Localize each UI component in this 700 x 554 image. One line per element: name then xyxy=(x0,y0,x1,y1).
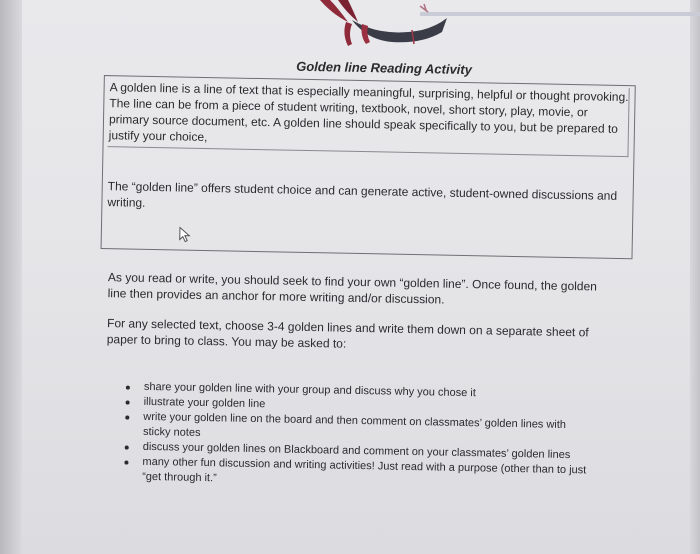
bullet-icon xyxy=(124,461,128,465)
bullet-icon xyxy=(126,386,130,390)
list-item-text: discuss your golden lines on Blackboard and comment on your classmates’ golden lines xyxy=(142,440,571,462)
mouse-pointer-icon xyxy=(178,226,194,242)
list-item-text: illustrate your golden line xyxy=(143,395,266,411)
bullet-icon xyxy=(125,416,129,420)
page-title: Golden line Reading Activity xyxy=(296,58,473,78)
list-item-text: write your golden line on the board and then comment on classmates’ golden lines with sticky notes xyxy=(142,410,567,439)
list-item-text: many other fun discussion and writing activities! Just read with a purpose (other than to just “get through it.” xyxy=(142,455,587,485)
instructions-paragraph: For any selected text, choose 3-4 golden lines and write them down on a separate sheet of paper to bring to class. You may be asked to: xyxy=(106,316,589,351)
choice-paragraph: The “golden line” offers student choice and can generate active, student-owned discussions and writing. xyxy=(107,179,618,210)
intro-paragraph: A golden line is a line of text that is especially meaningful, surprising, helpful or thought provoking. The line can be from a piece of student writing, textbook, novel, short story, play, movie, or primary source document, etc. A golden line should speak specifically to you, but be prepared to justify your choice, xyxy=(108,80,629,145)
bullet-icon xyxy=(125,446,129,450)
activity-list xyxy=(116,379,588,493)
seek-paragraph: As you read or write, you should seek to find your own “golden line”. Once found, the golden line then provides an anchor for more writing and/or discussion. xyxy=(107,270,598,307)
bullet-icon xyxy=(126,401,130,405)
list-item-text: share your golden line with your group and discuss why you chose it xyxy=(143,380,476,400)
